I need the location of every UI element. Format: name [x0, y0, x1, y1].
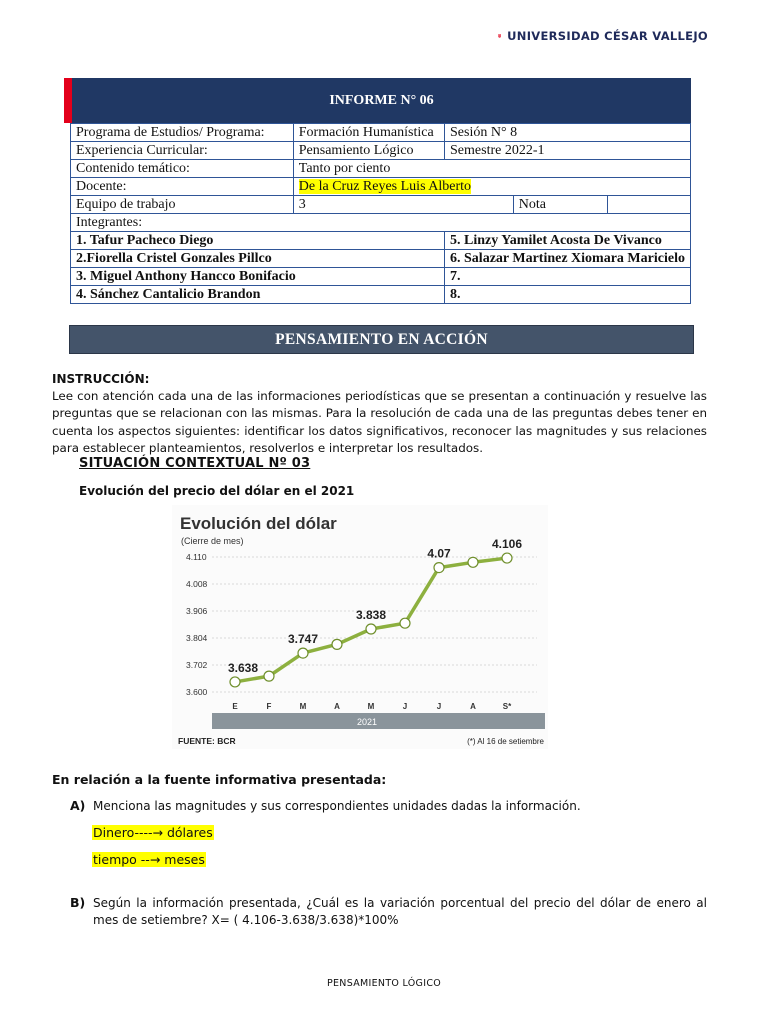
member-1: 1. Tafur Pacheco Diego — [71, 232, 445, 250]
data-point — [298, 648, 308, 658]
ucv-shield-icon — [498, 18, 501, 54]
data-point — [468, 557, 478, 567]
x-tick-label: S* — [502, 702, 512, 711]
data-point — [366, 624, 376, 634]
x-tick-label: A — [334, 702, 340, 711]
equipo-value: 3 — [293, 196, 513, 214]
chart-note: (*) Al 16 de setiembre — [467, 737, 544, 746]
docente-cell — [293, 178, 690, 196]
page-footer: PENSAMIENTO LÓGICO — [326, 978, 442, 989]
chart-caption: Evolución del precio del dólar en el 2021 — [79, 484, 355, 498]
instruction-body: Lee con atención cada una de las informaciones periodísticas que se presentan a continuación y resuelve las preguntas que se relacionan con las mismas. Para la resolución de cada una de las preguntas debes tener en cuenta los aspectos siguientes: identificar los datos significativos, reconocer las magnitudes y sus relaciones para establecer planteamientos, resolverlos e interpretar los resultados. — [52, 389, 707, 455]
x-tick-label: F — [266, 702, 272, 711]
y-tick-label: 3.906 — [186, 606, 208, 616]
report-title: INFORME N° 06 — [72, 78, 691, 123]
year-label: 2021 — [356, 717, 378, 727]
x-tick-label: E — [232, 702, 238, 711]
member-5: 5. Linzy Yamilet Acosta De Vivanco — [445, 232, 691, 250]
sesion-value: Sesión N° 8 — [445, 124, 691, 142]
docente-label: Docente: — [71, 178, 294, 196]
semestre-value: Semestre 2022-1 — [445, 142, 691, 160]
situation-title: SITUACIÓN CONTEXTUAL Nº 03 — [79, 456, 311, 471]
y-tick-label: 3.702 — [186, 660, 208, 670]
university-logo — [498, 16, 708, 56]
dollar-evolution-chart — [172, 505, 548, 749]
integrantes-label: Integrantes: — [71, 214, 691, 232]
instruction-title: INSTRUCCIÓN: — [52, 372, 150, 386]
data-label: 3.638 — [227, 660, 259, 675]
programa-label: Programa de Estudios/ Programa: — [71, 124, 294, 142]
y-tick-label: 4.008 — [186, 579, 208, 589]
y-tick-label: 3.804 — [186, 633, 208, 643]
data-point — [332, 639, 342, 649]
x-tick-label: J — [436, 702, 442, 711]
programa-value: Formación Humanística — [293, 124, 444, 142]
chart-svg — [172, 505, 548, 749]
chart-title: Evolución del dólar — [180, 514, 337, 533]
member-2: 2.Fiorella Cristel Gonzales Pillco — [71, 250, 445, 268]
equipo-label: Equipo de trabajo — [71, 196, 294, 214]
member-8: 8. — [445, 286, 691, 304]
x-tick-label: M — [367, 702, 375, 711]
data-label: 4.106 — [491, 537, 523, 552]
section-banner: PENSAMIENTO EN ACCIÓN — [69, 325, 694, 354]
chart-source: FUENTE: BCR — [178, 736, 236, 746]
chart-subtitle: (Cierre de mes) — [181, 536, 244, 546]
nota-value — [607, 196, 690, 214]
question-a-letter: A) — [70, 798, 86, 813]
y-tick-label: 4.110 — [186, 552, 207, 562]
y-tick-label: 3.600 — [186, 687, 208, 697]
contenido-label: Contenido temático: — [71, 160, 294, 178]
answer-a-2: tiempo --→ meses — [93, 852, 205, 867]
data-point — [502, 553, 512, 563]
x-tick-label: M — [299, 702, 307, 711]
report-info-table — [70, 123, 691, 304]
member-7: 7. — [445, 268, 691, 286]
answer-a-1: Dinero----→ dólares — [93, 825, 213, 840]
data-point — [264, 671, 274, 681]
logo-text: UNIVERSIDAD CÉSAR VALLEJO — [507, 29, 708, 43]
data-label: 4.07 — [427, 546, 451, 561]
member-4: 4. Sánchez Cantalicio Brandon — [71, 286, 445, 304]
question-b-letter: B) — [70, 895, 86, 910]
question-b-text: Según la información presentada, ¿Cuál es la variación porcentual del precio del dólar de enero al mes de setiembre? X= ( 4.106-3.638/3.638)*100% — [93, 896, 707, 927]
x-tick-label: J — [402, 702, 408, 711]
data-label: 3.838 — [355, 608, 387, 622]
question-a-text: Menciona las magnitudes y sus correspondientes unidades dadas la información. — [93, 799, 581, 813]
contenido-value: Tanto por ciento — [293, 160, 690, 178]
header-accent-bar — [64, 78, 72, 123]
data-label: 3.747 — [287, 632, 319, 647]
relation-title: En relación a la fuente informativa presentada: — [52, 772, 387, 787]
data-point — [230, 677, 240, 687]
member-6: 6. Salazar Martinez Xiomara Maricielo — [445, 250, 691, 268]
year-band — [212, 713, 545, 729]
experiencia-label: Experiencia Curricular: — [71, 142, 294, 160]
nota-label: Nota — [513, 196, 607, 214]
docente-value: De la Cruz Reyes Luis Alberto — [298, 178, 472, 194]
member-3: 3. Miguel Anthony Hancco Bonifacio — [71, 268, 445, 286]
experiencia-value: Pensamiento Lógico — [293, 142, 444, 160]
data-point — [400, 618, 410, 628]
data-point — [434, 563, 444, 573]
x-tick-label: A — [470, 702, 476, 711]
